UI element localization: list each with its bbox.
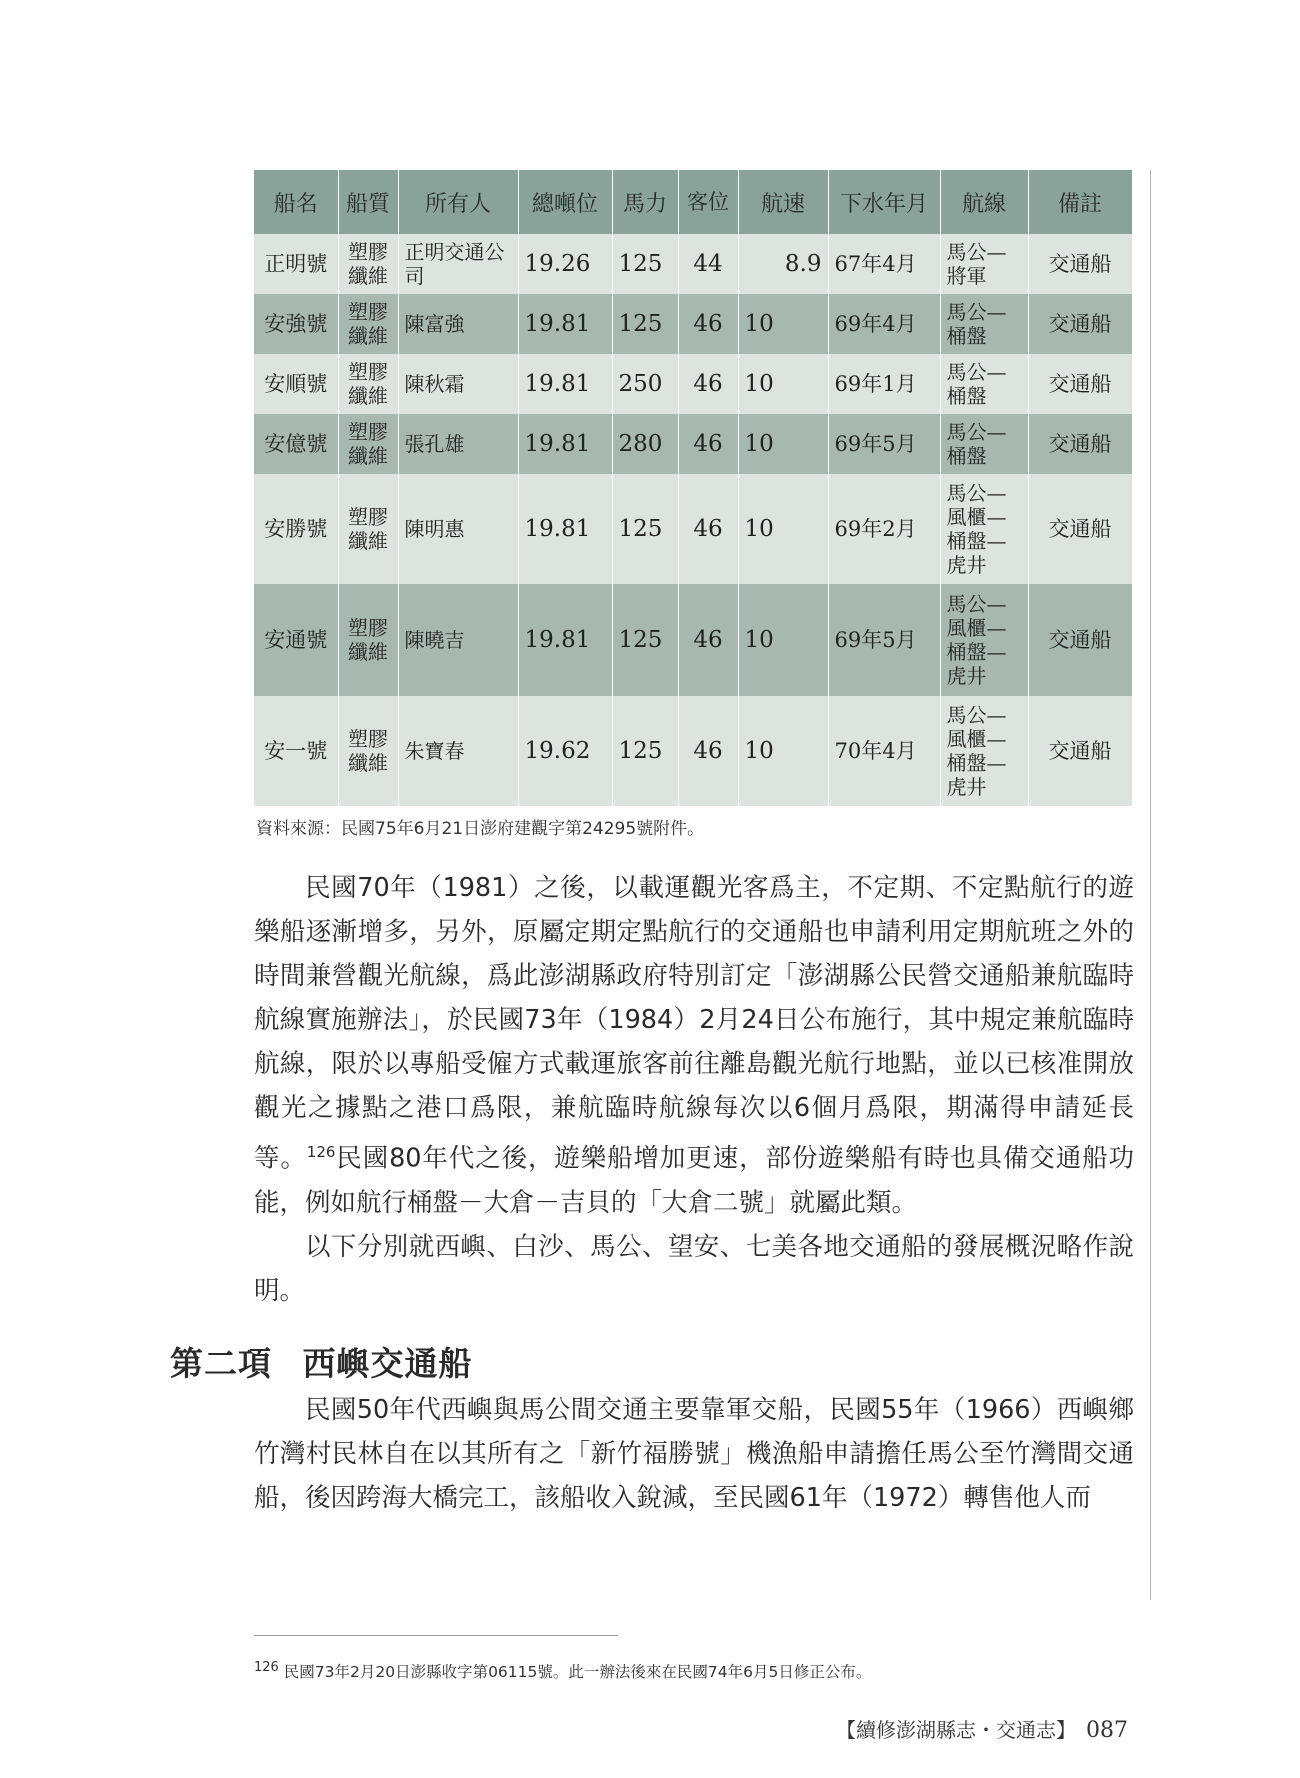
cell-name: 安強號: [254, 294, 338, 354]
footnote-126: [254, 1660, 871, 1682]
table-row: [254, 294, 1132, 354]
cell-route: 馬公—風櫃—桶盤—虎井: [940, 584, 1028, 696]
paragraph-1-part-b: 民國80年代之後，遊樂船增加更速，部份遊樂船有時也具備交通船功能，例如航行桶盤－大倉－吉貝的「大倉二號」就屬此類。: [254, 1143, 1134, 1218]
cell-hp: 125: [612, 294, 678, 354]
cell-tonnage: 19.26: [518, 234, 612, 294]
cell-launched: 69年4月: [828, 294, 940, 354]
table-row: [254, 584, 1132, 696]
cell-route: 馬公—風櫃—桶盤—虎井: [940, 474, 1028, 584]
cell-material: 塑膠纖維: [338, 696, 398, 806]
cell-note: 交通船: [1028, 474, 1132, 584]
cell-launched: 69年5月: [828, 584, 940, 696]
cell-launched: 69年1月: [828, 354, 940, 414]
cell-material: 塑膠纖維: [338, 234, 398, 294]
cell-note: 交通船: [1028, 294, 1132, 354]
cell-launched: 67年4月: [828, 234, 940, 294]
cell-owner: 陳富強: [398, 294, 518, 354]
cell-seats: 46: [678, 584, 738, 696]
cell-speed: 10: [738, 584, 828, 696]
header-horsepower: 馬力: [612, 170, 678, 234]
cell-seats: 46: [678, 354, 738, 414]
cell-route: 馬公—風櫃—桶盤—虎井: [940, 696, 1028, 806]
cell-speed: 10: [738, 354, 828, 414]
cell-tonnage: 19.81: [518, 294, 612, 354]
footnote-text: 民國73年2月20日澎縣收字第06115號。此一辦法後來在民國74年6月5日修正公布。: [283, 1663, 872, 1682]
cell-seats: 46: [678, 696, 738, 806]
cell-note: 交通船: [1028, 234, 1132, 294]
cell-seats: 44: [678, 234, 738, 294]
cell-tonnage: 19.62: [518, 696, 612, 806]
cell-seats: 46: [678, 294, 738, 354]
cell-name: 安億號: [254, 414, 338, 474]
table-row: [254, 414, 1132, 474]
cell-name: 安順號: [254, 354, 338, 414]
cell-note: 交通船: [1028, 354, 1132, 414]
cell-note: 交通船: [1028, 414, 1132, 474]
header-tonnage: 總噸位: [518, 170, 612, 234]
cell-hp: 125: [612, 696, 678, 806]
header-note: 備註: [1028, 170, 1132, 234]
header-launch-date: 下水年月: [828, 170, 940, 234]
cell-tonnage: 19.81: [518, 414, 612, 474]
cell-launched: 70年4月: [828, 696, 940, 806]
cell-name: 安勝號: [254, 474, 338, 584]
header-ship-name: 船名: [254, 170, 338, 234]
cell-route: 馬公—桶盤: [940, 354, 1028, 414]
cell-owner: 陳曉吉: [398, 584, 518, 696]
body-paragraphs-block: [254, 866, 1134, 1313]
cell-name: 正明號: [254, 234, 338, 294]
paragraph-2: 以下分別就西嶼、白沙、馬公、望安、七美各地交通船的發展概況略作說明。: [254, 1231, 1134, 1306]
section-heading: 第二項 西嶼交通船: [170, 1344, 473, 1383]
footnote-ref-126[interactable]: 126: [306, 1143, 336, 1161]
cell-note: 交通船: [1028, 584, 1132, 696]
paragraph-1-part-a: 民國70年（1981）之後，以載運觀光客爲主，不定期、不定點航行的遊樂船逐漸增多，另外，原屬定期定點航行的交通船也申請利用定期航班之外的時間兼營觀光航線，爲此澎湖縣政府特別訂定「澎湖縣公民營交通船兼航臨時航線實施辦法」，於民國73年（1984）2月24日公布施行，其中規定兼航臨時航線，限於以專船受僱方式載運旅客前往離島觀光航行地點，並以已核准開放觀光之據點之港口爲限，兼航臨時航線每次以6個月爲限，期滿得申請延長等。: [254, 873, 1134, 1174]
section-body-block: [254, 1388, 1134, 1520]
cell-owner: 朱寶春: [398, 696, 518, 806]
cell-hp: 125: [612, 584, 678, 696]
cell-material: 塑膠纖維: [338, 584, 398, 696]
cell-owner: 陳明惠: [398, 474, 518, 584]
cell-speed: 10: [738, 696, 828, 806]
cell-hp: 125: [612, 474, 678, 584]
cell-owner: 張孔雄: [398, 414, 518, 474]
table-header-row: [254, 170, 1132, 234]
cell-material: 塑膠纖維: [338, 294, 398, 354]
cell-note: 交通船: [1028, 696, 1132, 806]
cell-tonnage: 19.81: [518, 474, 612, 584]
footnote-divider: [254, 1635, 618, 1636]
cell-route: 馬公—將軍: [940, 234, 1028, 294]
header-seats: 客位: [678, 170, 738, 234]
paragraph-1: [254, 866, 1134, 1225]
cell-owner: 正明交通公司: [398, 234, 518, 294]
header-owner: 所有人: [398, 170, 518, 234]
cell-route: 馬公—桶盤: [940, 414, 1028, 474]
cell-seats: 46: [678, 414, 738, 474]
cell-hp: 125: [612, 234, 678, 294]
cell-launched: 69年5月: [828, 414, 940, 474]
cell-owner: 陳秋霜: [398, 354, 518, 414]
cell-material: 塑膠纖維: [338, 414, 398, 474]
cell-hp: 280: [612, 414, 678, 474]
table-row: [254, 474, 1132, 584]
page-right-rule: [1150, 170, 1151, 1600]
table-row: [254, 354, 1132, 414]
running-footer: [836, 1714, 1128, 1743]
cell-material: 塑膠纖維: [338, 354, 398, 414]
ships-table: [254, 170, 1133, 806]
cell-name: 安通號: [254, 584, 338, 696]
page-number: 087: [1086, 1718, 1128, 1743]
footnote-number: 126: [254, 1660, 279, 1675]
header-route: 航線: [940, 170, 1028, 234]
cell-name: 安一號: [254, 696, 338, 806]
cell-speed: 10: [738, 474, 828, 584]
cell-launched: 69年2月: [828, 474, 940, 584]
cell-material: 塑膠纖維: [338, 474, 398, 584]
cell-hp: 250: [612, 354, 678, 414]
table-row: [254, 696, 1132, 806]
cell-seats: 46: [678, 474, 738, 584]
book-title: 【續修澎湖縣志・交通志】: [836, 1718, 1076, 1742]
header-speed: 航速: [738, 170, 828, 234]
table-source-caption: 資料來源：民國75年6月21日澎府建觀字第24295號附件。: [256, 819, 705, 839]
table-row: [254, 234, 1132, 294]
header-material: 船質: [338, 170, 398, 234]
cell-tonnage: 19.81: [518, 354, 612, 414]
cell-speed: 10: [738, 414, 828, 474]
cell-tonnage: 19.81: [518, 584, 612, 696]
cell-speed: 10: [738, 294, 828, 354]
paragraph-3: 民國50年代西嶼與馬公間交通主要靠軍交船，民國55年（1966）西嶼鄉竹灣村民林自在以其所有之「新竹福勝號」機漁船申請擔任馬公至竹灣間交通船，後因跨海大橋完工，該船收入銳減，至民國61年（1972）轉售他人而: [254, 1395, 1134, 1513]
cell-route: 馬公—桶盤: [940, 294, 1028, 354]
cell-speed: 8.9: [738, 234, 828, 294]
